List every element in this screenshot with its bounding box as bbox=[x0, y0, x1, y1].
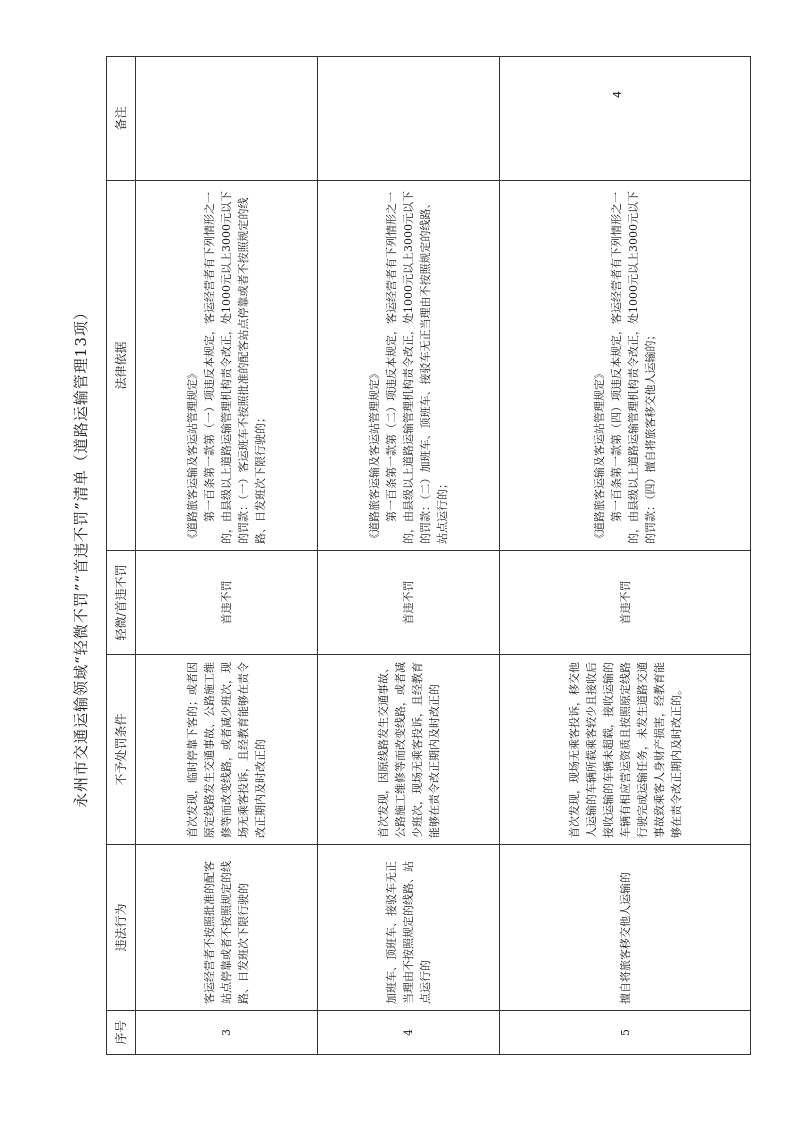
legal-basis bbox=[500, 181, 751, 551]
row-number: 4 bbox=[318, 1011, 500, 1055]
exemption-level: 首违不罚 bbox=[136, 551, 318, 655]
header-act: 违法行为 bbox=[107, 845, 136, 1011]
basis-title: 《道路旅客运输及客运站管理规定》 bbox=[368, 368, 382, 544]
table-row bbox=[318, 57, 500, 1055]
basis-text: 第一百条第一款第（二）项违反本规定，客运经营者有下列情形之一的，由县级以上道路运输管理机构责令改正，处1000元以上3000元以下的罚款：（二）加班车、顶班车、接驳车无正当理由不按照规定的线路、站点运行的； bbox=[385, 191, 450, 544]
header-basis: 法律依据 bbox=[107, 181, 136, 551]
row-number: 3 bbox=[136, 1011, 318, 1055]
table-header-row bbox=[107, 57, 136, 1055]
exemption-condition: 首次发现，现场无乘客投诉，移交他人运输的车辆所载乘客较少且接收后接收运输的车辆未超载，接收运输的车辆有相应营运资质且按照原定线路行驶完成运输任务，未发生道路交通事故致乘客人身财产损害，经教育能够在责令改正期内及时改正的。 bbox=[500, 655, 751, 845]
basis-title: 《道路旅客运输及客运站管理规定》 bbox=[186, 368, 200, 544]
note bbox=[318, 57, 500, 181]
violation-act: 客运经营者不按照批准的配客站点停靠或者不按照规定的线路、日发班次下限行驶的 bbox=[136, 845, 318, 1011]
penalty-list-table bbox=[106, 56, 751, 1055]
note bbox=[500, 57, 751, 181]
header-cond: 不予处罚条件 bbox=[107, 655, 136, 845]
exemption-level: 首违不罚 bbox=[318, 551, 500, 655]
exemption-condition: 首次发现，因原线路发生交通事故、公路施工维修等而改变线路，或者减少班次，现场无乘客投诉，且经教育能够在责令改正期内及时改正的 bbox=[318, 655, 500, 845]
basis-text: 第一百条第一款第（一）项违反本规定，客运经营者有下列情形之一的，由县级以上道路运输管理机构责令改正，处1000元以上3000元以下的罚款：（一）客运班车不按照批准的配客站点停靠或者不按照规定的线路、日发班次下限行驶的； bbox=[203, 191, 268, 544]
page-number: 4 bbox=[611, 91, 624, 98]
exemption-level: 首违不罚 bbox=[500, 551, 751, 655]
rotated-page bbox=[56, 57, 751, 1055]
violation-act: 擅自将旅客移交他人运输的 bbox=[500, 845, 751, 1011]
page-title: 永州市交通运输领域“轻微不罚”“首违不罚”清单（道路运输管理13项） bbox=[72, 304, 90, 808]
table-row bbox=[136, 57, 318, 1055]
basis-text: 第一百条第一款第（四）项违反本规定，客运经营者有下列情形之一的，由县级以上道路运输管理机构责令改正，处1000元以上3000元以下的罚款：（四）擅自将旅客移交他人运输的； bbox=[610, 191, 658, 544]
note bbox=[136, 57, 318, 181]
legal-basis bbox=[318, 181, 500, 551]
basis-title: 《道路旅客运输及客运站管理规定》 bbox=[593, 368, 607, 544]
row-number: 5 bbox=[500, 1011, 751, 1055]
header-note: 备注 bbox=[107, 57, 136, 181]
violation-act: 加班车、顶班车、接驳车无正当理由不按照规定的线路、站点运行的 bbox=[318, 845, 500, 1011]
header-no: 序号 bbox=[107, 1011, 136, 1055]
exemption-condition: 首次发现，临时停靠下客的；或者因原定线路发生交通事故、公路施工维修等而改变线路，或者减少班次，现场无乘客投诉，且经教育能够在责令改正期内及时改正的 bbox=[136, 655, 318, 845]
table-row bbox=[500, 57, 751, 1055]
header-level: 轻微/首违不罚 bbox=[107, 551, 136, 655]
legal-basis bbox=[136, 181, 318, 551]
